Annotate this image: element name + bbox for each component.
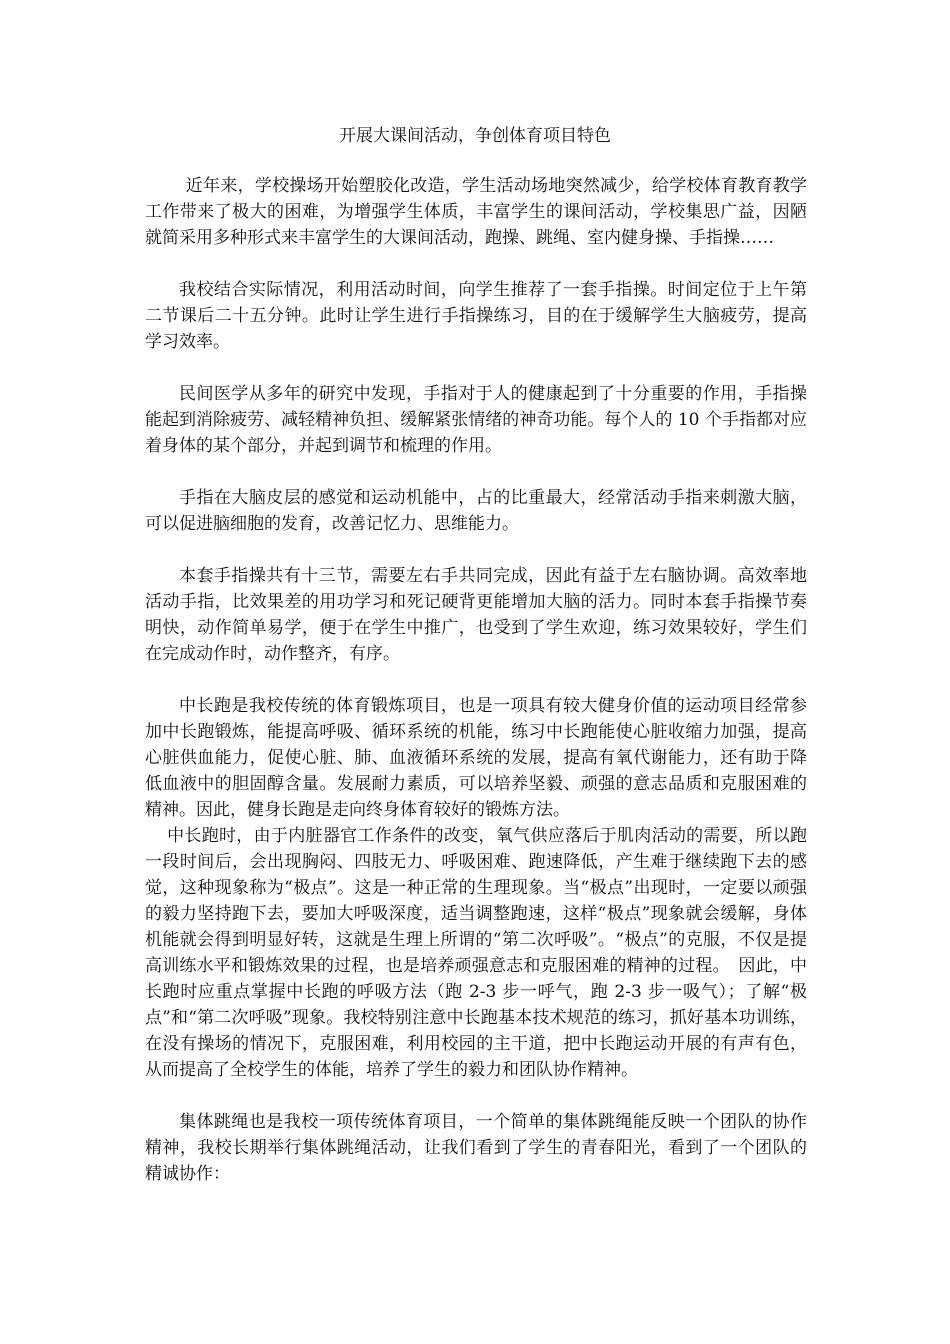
paragraph-group-rope-skipping: 集体跳绳也是我校一项传统体育项目，一个简单的集体跳绳能反映一个团队的协作精神，我校长期举行集体跳绳活动，让我们看到了学生的青春阳光，看到了一个团队的精诚协作： xyxy=(145,1112,807,1184)
paragraph-distance-running: 中长跑是我校传统的体育锻炼项目，也是一项具有较大健身价值的运动项目经常参加中长跑锻炼，能提高呼吸、循环系统的机能，练习中长跑能使心脏收缩力加强，提高心脏供血能力，促使心脏、肺、血液循环系统的发展，提高有氧代谢能力，还有助于降低血液中的胆固醇含量。发展耐力素质，可以培养坚毅、顽强的意志品质和克服困难的精神。因此，健身长跑是走向终身体育较好的锻炼方法。 xyxy=(145,696,807,820)
paragraph-finger-exercise: 我校结合实际情况，利用活动时间，向学生推荐了一套手指操。时间定位于上午第二节课后二十五分钟。此时让学生进行手指操练习，目的在于缓解学生大脑疲劳，提高学习效率。 xyxy=(145,280,807,352)
paragraph-intro: 近年来，学校操场开始塑胶化改造，学生活动场地突然减少，给学校体育教育教学工作带来了极大的困难，为增强学生体质，丰富学生的课间活动，学校集思广益，因陋就简采用多种形式来丰富学生的大课间活动，跑操、跳绳、室内健身操、手指操…… xyxy=(145,176,807,248)
paragraph-folk-medicine: 民间医学从多年的研究中发现，手指对于人的健康起到了十分重要的作用，手指操能起到消除疲劳、减轻精神负担、缓解紧张情绪的神奇功能。每个人的 10 个手指都对应着身体的某个部分，并起到调节和梳理的作用。 xyxy=(145,384,807,456)
paragraph-dead-point: 中长跑时，由于内脏器官工作条件的改变，氧气供应落后于肌肉活动的需要，所以跑一段时间后，会出现胸闷、四肢无力、呼吸困难、跑速降低，产生难于继续跑下去的感觉，这种现象称为“极点”。这是一种正常的生理现象。当“极点”出现时，一定要以顽强的毅力坚持跑下去，要加大呼吸深度，适当调整跑速，这样“极点”现象就会缓解，身体机能就会得到明显好转，这就是生理上所谓的“第二次呼吸”。“极点”的克服，不仅是提高训练水平和锻炼效果的过程，也是培养顽强意志和克服困难的精神的过程。 因此，中长跑时应重点掌握中长跑的呼吸方法（跑 2-3 步一呼气，跑 2-3 步一吸气）；了解“极点”和“第二次呼吸”现象。我校特别注意中长跑基本技术规范的练习，抓好基本功训练，在没有操场的情况下，克服困难，利用校园的主干道，把中长跑运动开展的有声有色，从而提高了全校学生的体能，培养了学生的毅力和团队协作精神。 xyxy=(145,826,807,1080)
document-body xyxy=(145,173,807,1187)
paragraph-brain-cortex: 手指在大脑皮层的感觉和运动机能中，占的比重最大，经常活动手指来刺激大脑，可以促进脑细胞的发育，改善记忆力、思维能力。 xyxy=(145,488,807,534)
paragraph-thirteen-sections: 本套手指操共有十三节，需要左右手共同完成，因此有益于左右脑协调。高效率地活动手指，比效果差的用功学习和死记硬背更能增加大脑的活力。同时本套手指操节奏明快，动作简单易学，便于在学生中推广，也受到了学生欢迎，练习效果较好，学生们在完成动作时，动作整齐，有序。 xyxy=(145,566,807,664)
document-title: 开展大课间活动，争创体育项目特色 xyxy=(339,126,611,146)
